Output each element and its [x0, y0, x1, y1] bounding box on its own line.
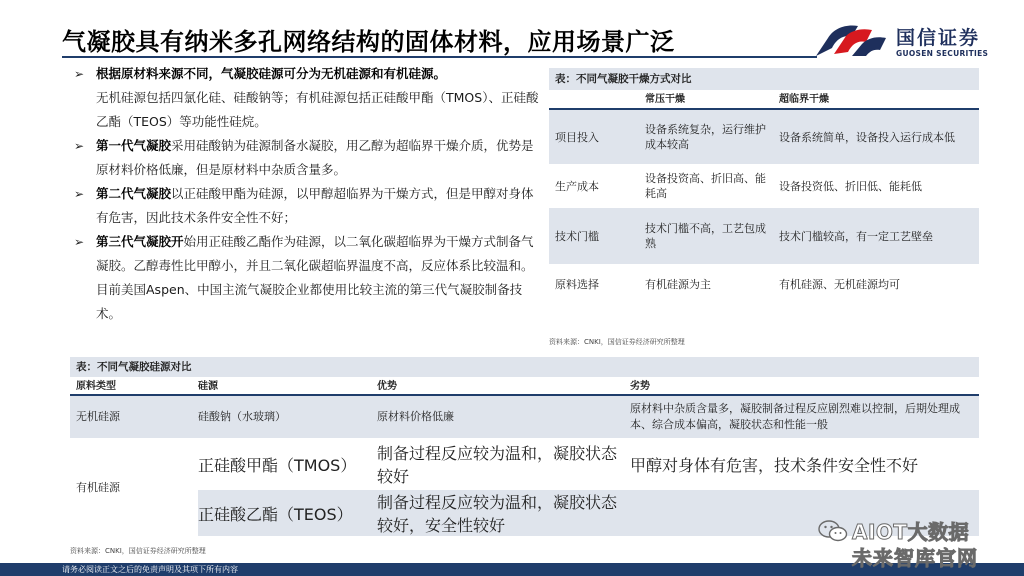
silicon-source-table: [70, 357, 979, 536]
bullet-item: [70, 134, 540, 182]
table-row: [549, 164, 979, 208]
table-cell: 制备过程反应较为温和，凝胶状态较好: [377, 444, 618, 486]
logo-name-cn: 国信证券: [896, 27, 981, 49]
header-cell: 劣势: [630, 381, 650, 392]
table-source-note: 资料来源：CNKI，国信证券经济研究所整理: [70, 547, 206, 555]
watermark-line: AIOT大数据: [852, 520, 970, 544]
table-cell: 设备投资低、折旧低、能耗低: [779, 179, 922, 193]
table-cell: 设备投资高、折旧高、能耗高: [645, 172, 766, 200]
table-row: [549, 110, 979, 164]
drying-method-table: [549, 68, 979, 304]
header-cell: 优势: [377, 381, 397, 392]
bullet-item: [70, 230, 540, 326]
bullet-list: [70, 62, 540, 326]
bullet-bold: 第一代气凝胶: [96, 138, 172, 153]
table-cell: 原材料价格低廉: [377, 410, 454, 423]
row-label: 无机硅源: [76, 410, 120, 423]
disclaimer-text: 请务必阅读正文之后的免责声明及其项下所有内容: [62, 565, 238, 574]
arrow-bullet-icon: ➢: [74, 187, 85, 201]
table-row: [549, 208, 979, 264]
table-row: [549, 264, 979, 304]
table-caption: 表：不同气凝胶干燥方式对比: [549, 68, 979, 90]
bullet-text: 以正硅酸甲酯为硅源，以甲醇超临界为干燥方式，但是甲醇对身体有危害，因此技术条件安全性不好；: [96, 186, 534, 225]
watermark-line: 未来智库官网: [852, 546, 978, 570]
table-cell: 甲醇对身体有危害，技术条件安全性不好: [630, 455, 919, 475]
bullet-text: 无机硅源包括四氯化硅、硅酸钠等；有机硅源包括正硅酸甲酯（TMOS）、正硅酸乙酯（TEOS）等功能性硅烷。: [96, 90, 539, 129]
table-header-row: [549, 90, 979, 110]
arrow-bullet-icon: ➢: [74, 139, 85, 153]
header-cell: [549, 90, 645, 108]
table-cell: 原材料中杂质含量多，凝胶制备过程反应剧烈难以控制，后期处理成本、综合成本偏高，凝胶状态和性能一般: [630, 402, 960, 431]
table-header-row: [70, 377, 979, 396]
table-cell: 硅酸钠（水玻璃）: [198, 410, 286, 423]
row-label: 原料选择: [555, 277, 599, 291]
header-cell: 原料类型: [76, 381, 116, 392]
company-logo: [812, 20, 992, 64]
table-cell: 设备系统简单，设备投入运行成本低: [779, 130, 955, 144]
row-label: 有机硅源: [76, 481, 120, 494]
bullet-bold: 根据原材料来源不同，气凝胶硅源可分为无机硅源和有机硅源。: [96, 66, 447, 81]
table-cell: 设备系统复杂，运行维护成本较高: [645, 123, 766, 151]
bullet-bold: 第二代气凝胶: [96, 186, 172, 201]
table-cell: 制备过程反应较为温和，凝胶状态较好，安全性较好: [377, 493, 618, 535]
wechat-icon: [818, 519, 848, 543]
row-label: 生产成本: [555, 179, 599, 193]
header-cell: 硅源: [198, 381, 218, 392]
bullet-text: 采用硅酸钠为硅源制备水凝胶，用乙醇为超临界干燥介质，优势是原材料价格低廉，但是原材料中杂质含量多。: [96, 138, 534, 177]
row-label: 技术门槛: [555, 229, 599, 243]
table-cell: 正硅酸甲酯（TMOS）: [198, 455, 357, 475]
bullet-text: 始用正硅酸乙酯作为硅源，以二氧化碳超临界为干燥方式制备气凝胶。乙醇毒性比甲醇小，并且二氧化碳超临界温度不高，反应体系比较温和。目前美国Aspen、中国主流气凝胶企业都使用比较主流的第三代气凝胶制备技术。: [96, 234, 534, 321]
table-cell: 有机硅源为主: [645, 277, 711, 291]
watermark: [806, 516, 1021, 568]
arrow-bullet-icon: ➢: [74, 67, 85, 81]
table-cell: 技术门槛不高，工艺包成熟: [645, 222, 766, 250]
header-cell: 超临界干燥: [779, 94, 829, 105]
guosen-logo-icon: [812, 20, 892, 64]
table-row: [198, 438, 979, 490]
title-underline: [62, 56, 817, 58]
logo-name-en: GUOSEN SECURITIES: [896, 49, 989, 58]
header-cell: 常压干燥: [645, 94, 685, 105]
bullet-item: [70, 62, 540, 134]
bullet-item: [70, 182, 540, 230]
page-title: 气凝胶具有纳米多孔网络结构的固体材料，应用场景广泛: [62, 28, 675, 56]
table-caption: 表：不同气凝胶硅源对比: [70, 357, 979, 377]
bullet-bold: 第三代气凝胶开: [96, 234, 184, 249]
arrow-bullet-icon: ➢: [74, 235, 85, 249]
table-cell: 技术门槛较高，有一定工艺壁垒: [779, 229, 933, 243]
table-cell: 正硅酸乙酯（TEOS）: [198, 504, 353, 524]
table-cell: 有机硅源、无机硅源均可: [779, 277, 900, 291]
row-label: 项目投入: [555, 130, 599, 144]
table-row: [70, 396, 979, 438]
table-source-note: 资料来源：CNKI，国信证券经济研究所整理: [549, 338, 685, 346]
